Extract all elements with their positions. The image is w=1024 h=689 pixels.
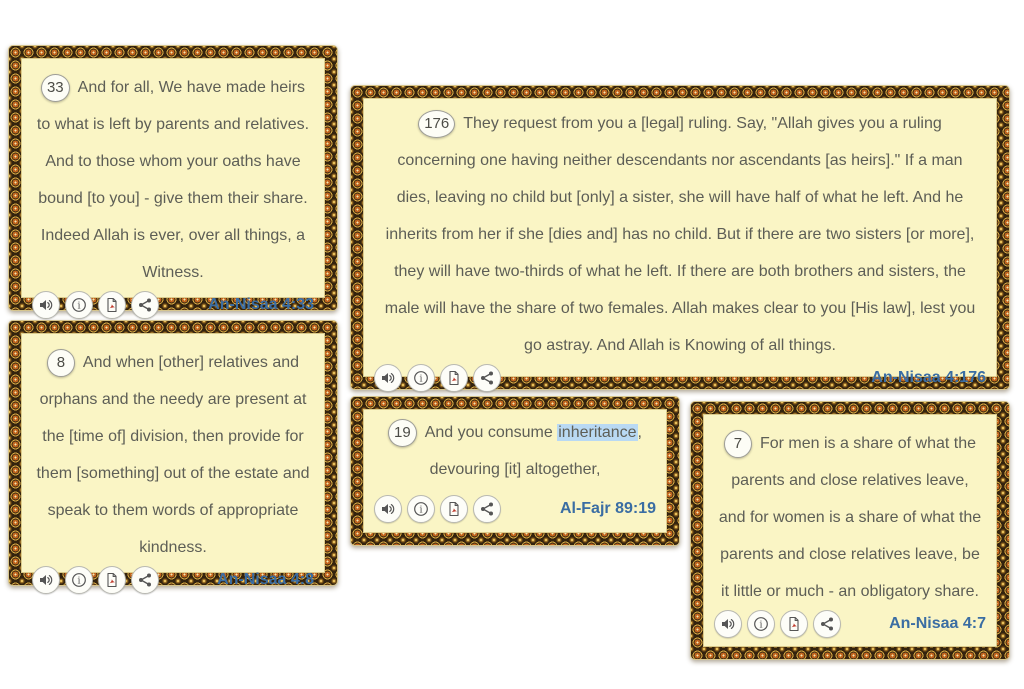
verse-reference-link[interactable]: An-Nisaa 4:7 [889, 615, 986, 632]
verse-number-badge: 33 [41, 74, 70, 102]
share-icon [819, 616, 835, 632]
verse-text [364, 99, 996, 364]
share-button[interactable] [813, 610, 841, 638]
verse-translation-after: , devouring [it] altogether, [429, 424, 642, 478]
verse-reference-link[interactable]: Al-Fajr 89:19 [559, 500, 656, 517]
share-icon [137, 297, 153, 313]
verse-number-badge: 7 [724, 430, 752, 458]
verse-actions [374, 364, 501, 392]
info-icon [71, 297, 87, 313]
verse-card-inner [363, 98, 997, 386]
verse-text [704, 415, 996, 610]
info-button[interactable] [65, 566, 93, 594]
share-button[interactable] [473, 495, 501, 523]
share-button[interactable] [131, 566, 159, 594]
verse-actions [374, 495, 501, 523]
info-icon [413, 370, 429, 386]
svg-text:i: i [759, 619, 763, 631]
audio-button[interactable] [374, 364, 402, 392]
speaker-icon [38, 572, 54, 588]
verse-number-badge: 19 [388, 419, 417, 447]
audio-button[interactable] [374, 495, 402, 523]
pdf-icon [786, 616, 802, 632]
info-button[interactable] [747, 610, 775, 638]
verse-translation-before: And you consume [424, 424, 558, 441]
pdf-icon [446, 370, 462, 386]
verse-card-inner [21, 58, 325, 313]
verse-card-an-nisaa-4-176 [350, 85, 1010, 390]
verse-translation: And when [other] relatives and orphans and the needy are present at the [time of] division, then provide for them [something] out of the estate and speak to them words of appropriate kindness. [36, 354, 310, 556]
verse-actions [32, 566, 159, 594]
pdf-icon [446, 501, 462, 517]
verse-translation: And for all, We have made heirs to what is left by parents and relatives. And to those whom your oaths have bound [to you] - give them their share. Indeed Allah is ever, over all things, a Witness. [36, 79, 310, 281]
verse-card-an-nisaa-4-33 [8, 45, 338, 311]
share-button[interactable] [131, 291, 159, 319]
card-footer [704, 610, 996, 647]
info-button[interactable] [407, 495, 435, 523]
share-icon [479, 501, 495, 517]
verse-card-an-nisaa-4-8 [8, 320, 338, 586]
pdf-button[interactable] [440, 364, 468, 392]
svg-text:i: i [77, 575, 81, 587]
verse-reference-link[interactable]: An-Nisaa 4:33 [208, 296, 314, 313]
speaker-icon [38, 297, 54, 313]
card-footer [22, 566, 324, 603]
verse-text [22, 334, 324, 566]
verse-text [364, 410, 666, 495]
verse-text [22, 59, 324, 291]
svg-text:i: i [77, 300, 81, 312]
verse-translation: For men is a share of what the parents and close relatives leave, and for women is a share of what the parents and close relatives leave, be it little or much - an obligatory share. [718, 435, 982, 600]
verse-card-inner [363, 409, 667, 533]
pdf-button[interactable] [780, 610, 808, 638]
search-term-highlight: inheritance [558, 424, 637, 441]
verse-card-al-fajr-89-19 [350, 396, 680, 546]
pdf-icon [104, 572, 120, 588]
info-icon [413, 501, 429, 517]
verse-reference-link[interactable]: An-Nisaa 4:8 [217, 571, 314, 588]
audio-button[interactable] [714, 610, 742, 638]
pdf-button[interactable] [440, 495, 468, 523]
info-icon [71, 572, 87, 588]
verse-card-an-nisaa-4-7 [690, 401, 1010, 660]
verse-actions [714, 610, 841, 638]
info-button[interactable] [407, 364, 435, 392]
speaker-icon [720, 616, 736, 632]
pdf-button[interactable] [98, 566, 126, 594]
verse-card-inner [703, 414, 997, 647]
speaker-icon [380, 370, 396, 386]
audio-button[interactable] [32, 291, 60, 319]
svg-text:i: i [419, 504, 423, 516]
svg-text:i: i [419, 373, 423, 385]
pdf-button[interactable] [98, 291, 126, 319]
verse-actions [32, 291, 159, 319]
info-icon [753, 616, 769, 632]
share-icon [479, 370, 495, 386]
verse-number-badge: 176 [418, 110, 455, 138]
verse-card-inner [21, 333, 325, 588]
share-button[interactable] [473, 364, 501, 392]
speaker-icon [380, 501, 396, 517]
pdf-icon [104, 297, 120, 313]
verse-reference-link[interactable]: An-Nisaa 4:176 [871, 369, 986, 386]
verse-translation: They request from you a [legal] ruling. Say, "Allah gives you a ruling concerning one having neither descendants nor ascendants [as heirs]." If a man dies, leaving no child but [only] a sister, she will have half of what he left. And he inherits from her if she [dies and] has no child. But if there are two sisters [or more], they will have two-thirds of what he left. If there are both brothers and sisters, the male will have the share of two females. Allah makes clear to you [His law], lest you go astray. And Allah is Knowing of all things. [384, 115, 976, 354]
info-button[interactable] [65, 291, 93, 319]
audio-button[interactable] [32, 566, 60, 594]
card-footer [364, 495, 666, 532]
share-icon [137, 572, 153, 588]
verse-number-badge: 8 [47, 349, 75, 377]
